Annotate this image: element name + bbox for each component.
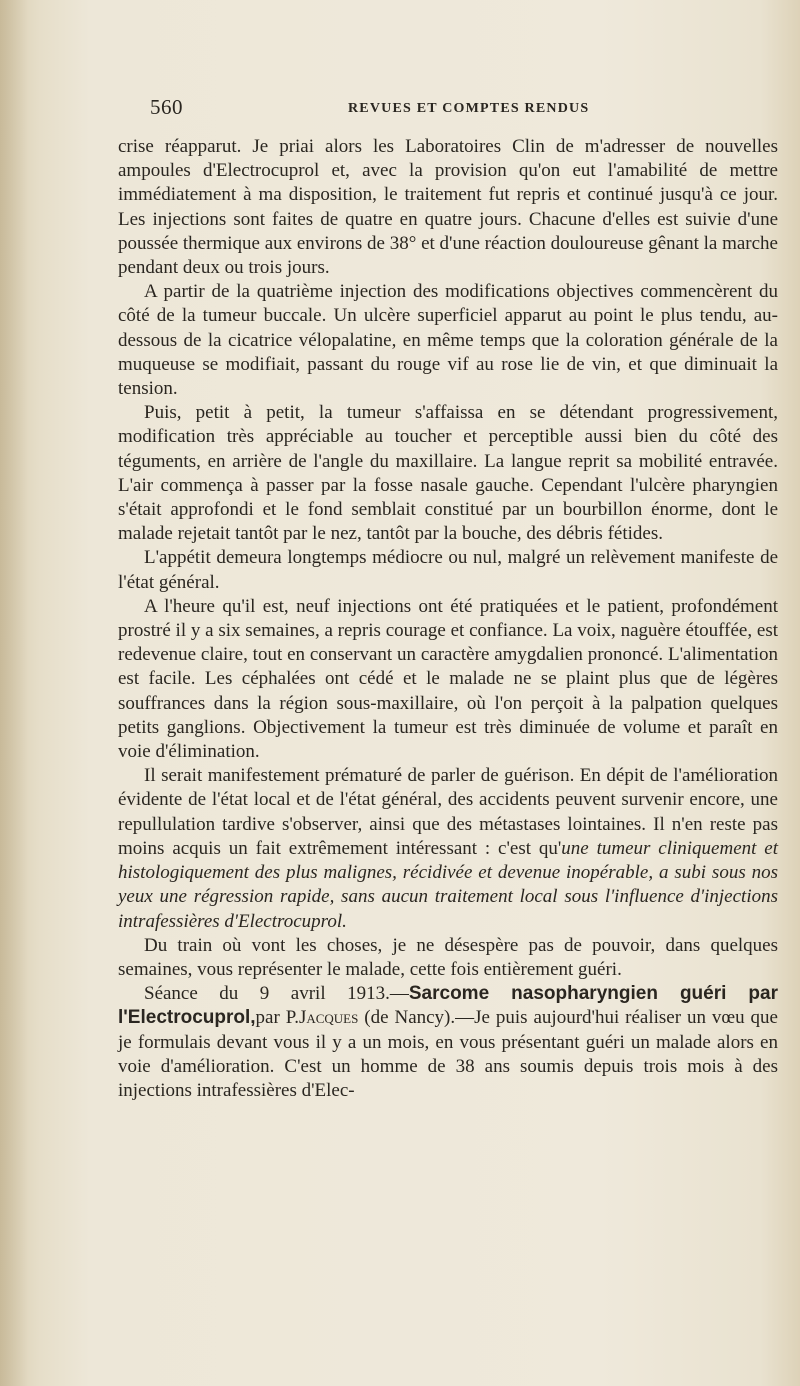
paragraph-conclusion	[118, 764, 778, 933]
session-date: Séance du 9 avril 1913.—	[144, 983, 409, 1005]
author-prefix: par	[255, 1007, 286, 1029]
paragraph: Puis, petit à petit, la tumeur s'affaissa en se détendant progressivement, modification très appréciable au toucher et perceptible aussi bien du côté des téguments, en arrière de l'angle du maxillaire. La langue reprit sa mobilité entravée. L'air commença à passer par la fosse nasale gauche. Cependant l'ulcère pharyngien s'était approfondi et le fond semblait constitué par un bourbillon énorme, dont le malade rejetait tantôt par le nez, tantôt par la bouche, des débris fétides.	[118, 402, 778, 545]
running-head: REVUES ET COMPTES RENDUS	[348, 101, 590, 116]
paragraph-new-session	[118, 982, 778, 1103]
author-name: P.Jacques	[285, 1007, 359, 1029]
italic-emphasis: une tumeur cliniquement et histologiquement des plus malignes, récidivée et devenue inopérable, a subi sous nos yeux une régression rapide, sans aucun traitement local sous l'influence d'injections intrafessières d'Electrocuprol.	[118, 837, 778, 932]
page-edge-shading	[0, 0, 28, 1386]
paragraph: A l'heure qu'il est, neuf injections ont été pratiquées et le patient, profondément prostré il y a six semaines, a repris courage et confiance. La voix, naguère étouffée, est redevenue claire, tout en conservant un caractère amygdalien prononcé. L'alimentation est facile. Les céphalées ont cédé et le malade ne se plaint plus que de légères souffrances dans la région sous-maxillaire, où l'on perçoit à la palpation quelques petits ganglions. Objectivement la tumeur est très diminuée de volume et paraît en voie d'élimination.	[118, 595, 778, 763]
paragraph: A partir de la quatrième injection des modifications objectives commencèrent du côté de la tumeur buccale. Un ulcère superficiel apparut au point le plus tendu, au-dessous de la cicatrice vélopalatine, en même temps que la coloration générale de la muqueuse se modifiait, passant du rouge vif au rose lie de vin, et que diminuait la tension.	[118, 281, 778, 400]
page-header	[150, 95, 780, 125]
paragraph-continuation: crise réapparut. Je priai alors les Laboratoires Clin de m'adresser de nouvelles ampoules d'Electrocuprol et, avec la provision qu'on eut l'amabilité de mettre immédiatement à ma disposition, le traitement fut repris et continué jusqu'à ce jour. Les injections sont faites de quatre en quatre jours. Chacune d'elles est suivie d'une poussée thermique aux environs de 38° et d'une réaction douloureuse gênant la marche pendant deux ou trois jours.	[118, 136, 778, 279]
page-number: 560	[150, 95, 183, 119]
paragraph-text: (de Nancy).—Je puis aujourd'hui réaliser un vœu que je formulais devant vous il y a un mois, en vous présentant guéri un malade alors en voie d'amélioration. C'est un homme de 38 ans soumis depuis trois mois à des injections intrafessières d'Elec-	[118, 1007, 778, 1101]
article-heading: Sarcome nasopharyngien guéri par l'Electrocuprol,	[118, 983, 778, 1029]
paragraph: L'appétit demeura longtemps médiocre ou nul, malgré un relèvement manifeste de l'état général.	[118, 547, 778, 593]
body-text	[118, 135, 778, 1103]
paragraph: Du train où vont les choses, je ne désespère pas de pouvoir, dans quelques semaines, vous représenter le malade, cette fois entièrement guéri.	[118, 934, 778, 980]
paragraph-text: Il serait manifestement prématuré de parler de guérison. En dépit de l'amélioration évidente de l'état local et de l'état général, des accidents peuvent survenir encore, une repullulation tardive s'observer, ainsi que des métastases lointaines. Il n'en reste pas moins acquis un fait extrêmement intéressant : c'est qu'	[118, 765, 778, 859]
